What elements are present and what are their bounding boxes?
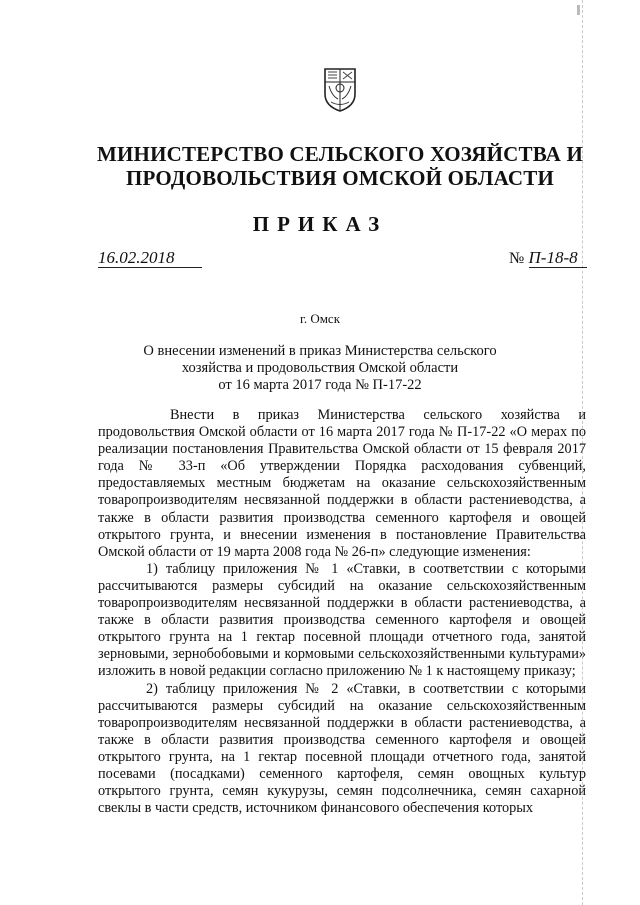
ministry-line-2: ПРОДОВОЛЬСТВИЯ ОМСКОЙ ОБЛАСТИ — [125, 166, 555, 190]
city-line: г. Омск — [299, 311, 341, 326]
order-number — [509, 249, 595, 268]
body-item-2: 2) таблицу приложения № 2 «Ставки, в соответствии с которыми рассчитываются размеры субсидий на оказание сельскохозяйственным товаропроизводителям несвязанной поддержки в области растениеводства, а также в области развития производства семенного картофеля и овощей открытого грунта, на 1 гектар посевной площади отчетного года, занятой посевами (посадками) семенного картофеля, семян овощных культур открытого грунта, семян кукурузы, семян подсолнечника, семян сахарной свеклы в части средств, источником финансового обеспечения которых — [98, 680, 586, 817]
ministry-name — [90, 142, 590, 190]
subject-line-1: О внесении изменений в приказ Министерства сельского — [143, 343, 497, 359]
order-body — [98, 407, 586, 817]
body-item-1: 1) таблицу приложения № 1 «Ставки, в соответствии с которыми рассчитываются размеры субсидий на оказание сельскохозяйственным товаропроизводителям несвязанной поддержки в области растениеводства, а также в области развития производства семенного картофеля и овощей открытого грунта на 1 гектар посевной площади отчетного года, занятой зерновыми, зернобобовыми и кормовыми сельскохозяйственными культурами» изложить в новой редакции согласно приложению № 1 к настоящему приказу; — [98, 560, 586, 680]
subject-line-3: от 16 марта 2017 года № П-17-22 — [218, 377, 422, 393]
subject-line-2: хозяйства и продовольствия Омской области — [181, 360, 459, 376]
order-number-label: № — [509, 250, 525, 267]
body-intro-paragraph: Внести в приказ Министерства сельского хозяйства и продовольствия Омской области от 16 марта 2017 года № П-17-22 «О мерах по реализации постановления Правительства Омской области от 15 февраля 2017 года № 33-п «Об утверждении Порядка расходования субвенций, предоставляемых местным бюджетам на оказание сельскохозяйственным товаропроизводителям несвязанной поддержки в области растениеводства, а также в области развития производства семенного картофеля и овощей открытого грунта, и внесении изменения в постановление Правительства Омской области от 19 марта 2008 года № 26-п» следующие изменения: — [98, 407, 586, 560]
document-type-title: ПРИКАЗ — [252, 212, 388, 236]
order-date: 16.02.2018 — [98, 249, 202, 268]
order-number-value: П-18-8 — [529, 249, 587, 268]
scan-mark — [577, 5, 580, 15]
coat-of-arms-icon — [323, 66, 357, 112]
ministry-line-1: МИНИСТЕРСТВО СЕЛЬСКОГО ХОЗЯЙСТВА И — [96, 142, 583, 166]
order-subject — [120, 343, 520, 394]
